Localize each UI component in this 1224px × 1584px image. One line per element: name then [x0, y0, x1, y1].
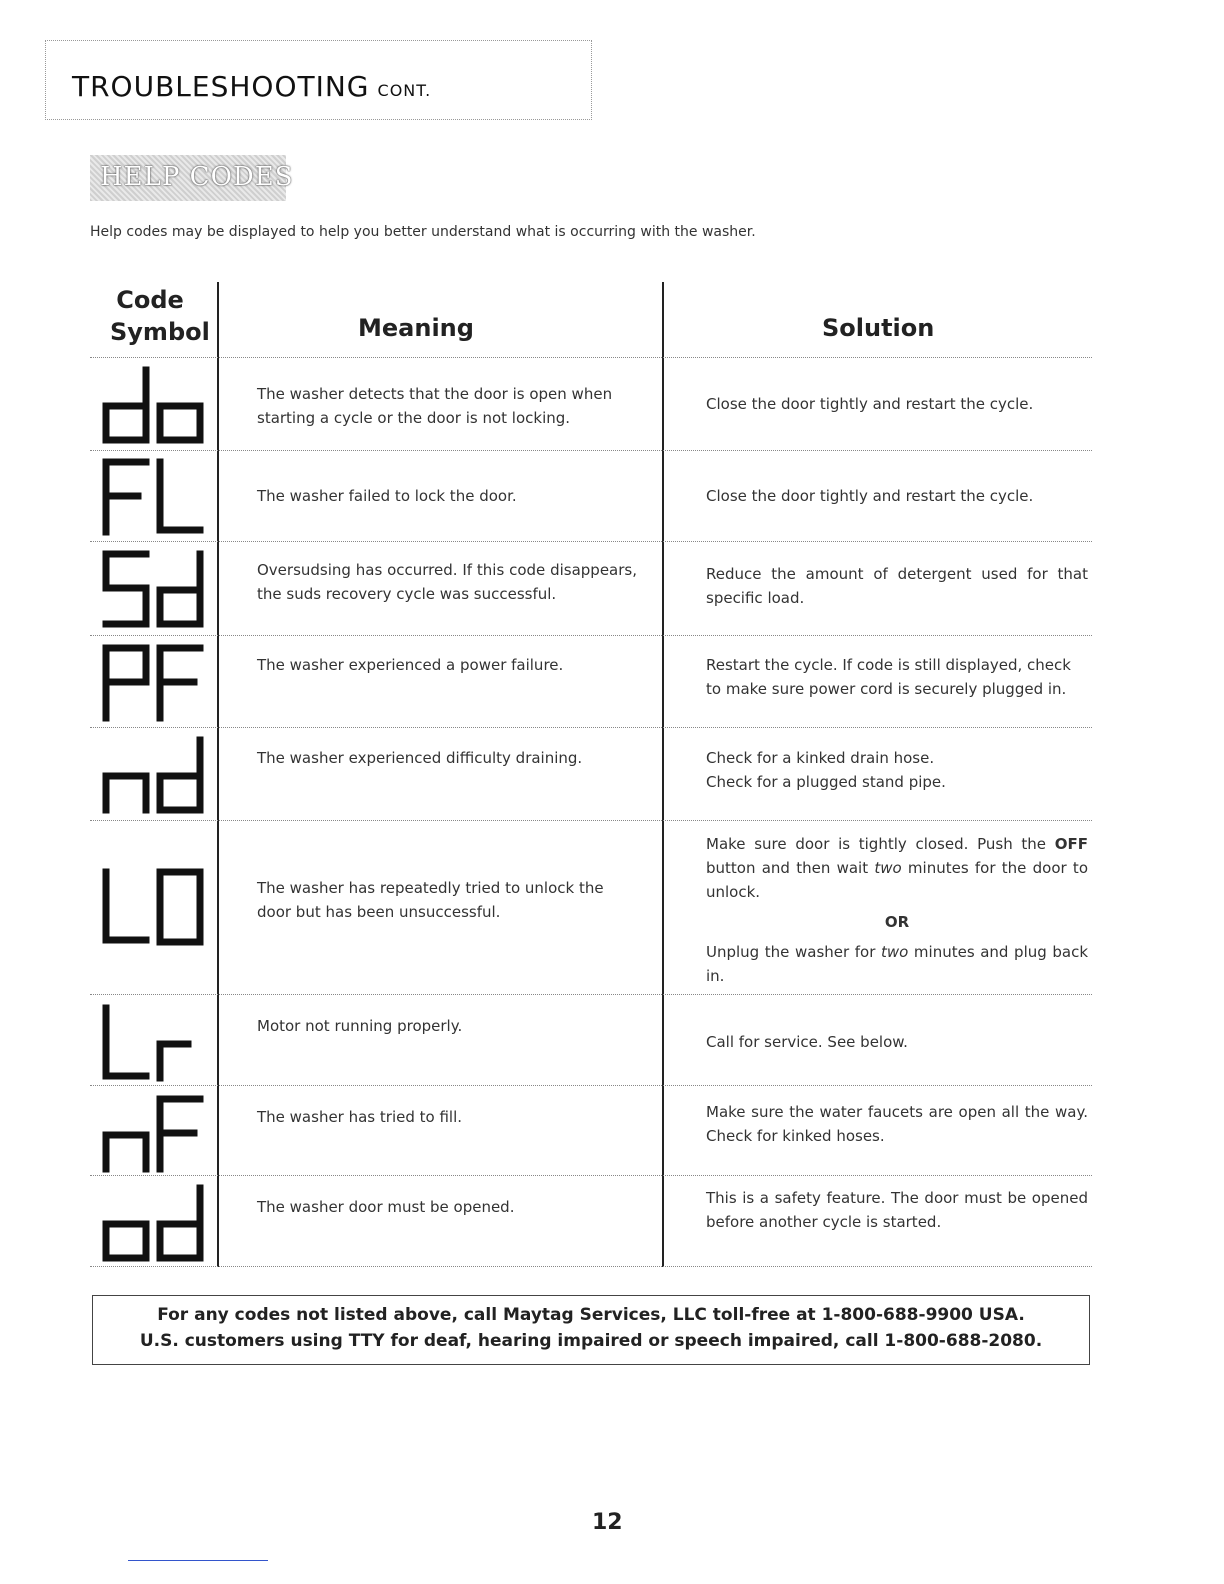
row-divider [90, 635, 1092, 636]
code-symbol-lo [98, 866, 208, 948]
solution-cell: Reduce the amount of detergent used for that specific load. [706, 565, 1088, 607]
column-divider [217, 282, 219, 1267]
header-symbol: Symbol [110, 318, 210, 346]
section-title: HELP CODES [100, 162, 294, 192]
meaning-cell: Oversudsing has occurred. If this code disappears, the suds recovery cycle was successful. [257, 561, 637, 603]
code-symbol-pf [98, 642, 208, 724]
solution-cell [706, 746, 1088, 794]
header-code-symbol [110, 284, 210, 348]
header-code: Code [116, 286, 184, 314]
solution-text: Unplug the washer for [706, 943, 881, 961]
service-notice [92, 1295, 1090, 1365]
title-suffix: CONT. [377, 81, 432, 100]
header-meaning: Meaning [358, 314, 474, 342]
row-divider [90, 1266, 1092, 1267]
solution-cell: Make sure the water faucets are open all the way. Check for kinked hoses. [706, 1103, 1088, 1145]
meaning-cell: The washer has tried to fill. [257, 1108, 463, 1126]
page-title [72, 70, 431, 103]
title-main: TROUBLESHOOTING [72, 70, 370, 103]
off-button-label: OFF [1054, 835, 1088, 853]
solution-cell: Call for service. See below. [706, 1033, 908, 1051]
meaning-cell: The washer failed to lock the door. [257, 487, 517, 505]
code-symbol-od [98, 1182, 208, 1264]
row-divider [90, 450, 1092, 451]
solution-primary [706, 832, 1088, 904]
footer-rule [128, 1560, 268, 1561]
row-divider [90, 541, 1092, 542]
code-symbol-do [98, 364, 208, 446]
row-divider [90, 357, 1092, 358]
solution-line: Check for a kinked drain hose. [706, 749, 935, 767]
solution-line: Check for a plugged stand pipe. [706, 773, 946, 791]
code-symbol-lr [98, 1002, 208, 1084]
code-symbol-fl [98, 456, 208, 538]
meaning-cell: The washer door must be opened. [257, 1198, 515, 1216]
solution-alternative [706, 940, 1088, 988]
row-divider [90, 727, 1092, 728]
solution-emphasis: two [874, 859, 902, 877]
solution-cell: This is a safety feature. The door must be opened before another cycle is started. [706, 1189, 1088, 1231]
notice-line-1: For any codes not listed above, call Maytag Services, LLC toll-free at 1-800-688-9900 USA. [157, 1305, 1025, 1325]
meaning-cell: The washer experienced difficulty draining. [257, 749, 583, 767]
meaning-cell: Motor not running properly. [257, 1017, 463, 1035]
row-divider [90, 1175, 1092, 1176]
solution-cell: Close the door tightly and restart the cycle. [706, 487, 1034, 505]
solution-cell: Restart the cycle. If code is still displayed, check to make sure power cord is securely plugged in. [706, 656, 1071, 698]
solution-cell: Close the door tightly and restart the cycle. [706, 395, 1034, 413]
code-symbol-sd [98, 548, 208, 630]
solution-text: minutes and plug back in. [706, 943, 1088, 985]
header-solution: Solution [822, 314, 935, 342]
row-divider [90, 820, 1092, 821]
row-divider [90, 994, 1092, 995]
or-separator: OR [884, 913, 910, 931]
intro-text: Help codes may be displayed to help you better understand what is occurring with the washer. [90, 224, 756, 240]
row-divider [90, 1085, 1092, 1086]
solution-cell [706, 832, 1088, 988]
meaning-cell: The washer detects that the door is open when starting a cycle or the door is not locking. [257, 385, 613, 427]
page-number: 12 [592, 1510, 623, 1535]
code-symbol-nf [98, 1093, 208, 1175]
solution-text: minutes for the door to unlock. [706, 859, 1088, 901]
meaning-cell: The washer has repeatedly tried to unlock the door but has been unsuccessful. [257, 879, 604, 921]
solution-text: Make sure door is tightly closed. Push the [706, 835, 1055, 853]
code-symbol-nd [98, 734, 208, 816]
meaning-cell: The washer experienced a power failure. [257, 656, 564, 674]
notice-line-2: U.S. customers using TTY for deaf, hearing impaired or speech impaired, call 1-800-688-2080. [139, 1331, 1043, 1351]
solution-emphasis: two [881, 943, 909, 961]
column-divider [662, 282, 664, 1267]
solution-text: button and then wait [706, 859, 875, 877]
